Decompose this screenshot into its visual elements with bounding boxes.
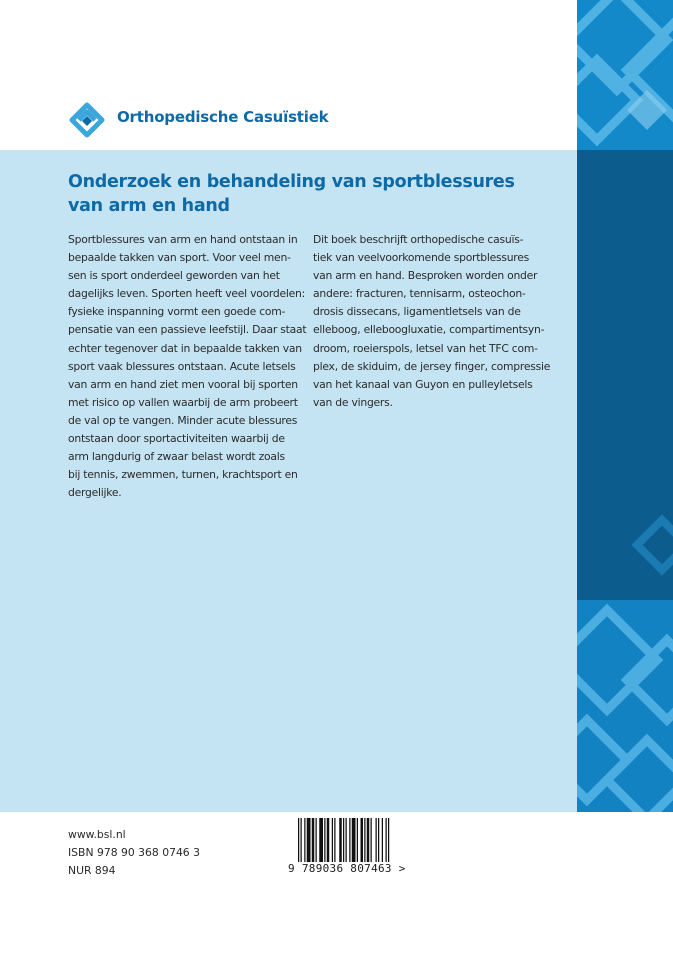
decorative-pattern-strip [577, 0, 673, 812]
barcode-bars [296, 818, 430, 862]
diamond-pattern-graphic [577, 0, 673, 812]
text-line: met risico op vallen waarbij de arm probeert [68, 395, 298, 409]
barcode-bar [386, 818, 387, 862]
diamond-knot-icon [68, 102, 106, 140]
description-column-left [68, 231, 307, 502]
text-line: sen is sport onderdeel geworden van het [68, 269, 280, 283]
barcode-bar [327, 818, 330, 862]
text-line: Dit boek beschrijft orthopedische casuïs- [313, 233, 524, 246]
nur-code: NUR 894 [68, 864, 116, 877]
barcode-bar [312, 818, 315, 862]
barcode-bar [376, 818, 377, 862]
barcode-bar [364, 818, 365, 862]
text-line: dagelijks leven. Sporten heeft veel voordelen: [68, 287, 306, 301]
text-line: bepaalde takken van sport. Voor veel men- [68, 251, 291, 265]
text-line: drosis dissecans, ligamentletsels van de [313, 305, 521, 319]
barcode-bar [378, 818, 379, 862]
text-line: tiek van veelvoorkomende sportblessures [313, 251, 530, 265]
barcode-bar [352, 818, 356, 862]
text-line: pensatie van een passieve leefstijl. Daar staat [68, 323, 307, 337]
barcode-bar [357, 818, 358, 862]
barcode-bar [346, 818, 347, 862]
isbn-number: ISBN 978 90 368 0746 3 [68, 846, 200, 859]
text-line: van het kanaal van Guyon en pulleyletsels [313, 377, 533, 391]
text-line: sport vaak blessures ontstaan. Acute letsels [68, 359, 296, 373]
barcode-bar [332, 818, 333, 862]
text-line: Sportblessures van arm en hand ontstaan in [68, 233, 298, 246]
text-line: dergelijke. [68, 486, 122, 500]
barcode-bar [298, 818, 299, 862]
barcode-bar [367, 818, 370, 862]
barcode-bar [382, 818, 383, 862]
text-line: droom, roeierspols, letsel van het TFC com- [313, 341, 538, 355]
text-line: van arm en hand ziet men vooral bij sporten [68, 377, 298, 391]
barcode-bar [343, 818, 344, 862]
barcode-bar [324, 818, 325, 862]
description-column-right [313, 231, 551, 412]
barcode-bar [304, 818, 305, 862]
barcode-bar [349, 818, 350, 862]
text-line: plex, de skiduim, de jersey finger, compressie [313, 359, 551, 373]
publisher-info [68, 826, 200, 880]
text-line: arm langdurig of zwaar belast wordt zoals [68, 450, 285, 464]
website-link[interactable]: www.bsl.nl [68, 828, 126, 841]
text-line: bij tennis, zwemmen, turnen, krachtsport en [68, 468, 298, 482]
text-line: elleboog, elleboogluxatie, compartimentsyn- [313, 323, 545, 337]
text-line: van arm en hand. Besproken worden onder [313, 269, 538, 283]
barcode-bar [371, 818, 372, 862]
series-name: Orthopedische Casuïstiek [117, 108, 329, 126]
text-line: fysieke inspanning vormt een goede com- [68, 305, 286, 319]
book-title: Onderzoek en behandeling van sportblessures van arm en hand [68, 172, 515, 216]
text-line: echter tegenover dat in bepaalde takken van [68, 341, 302, 355]
text-line: andere: fracturen, tennisarm, osteochon- [313, 287, 526, 301]
barcode-bar [319, 818, 323, 862]
barcode-bar [388, 818, 389, 862]
text-line: de val op te vangen. Minder acute blessures [68, 413, 298, 427]
barcode-bar [339, 818, 342, 862]
barcode-bar [307, 818, 311, 862]
text-line: ontstaan door sportactiviteiten waarbij de [68, 432, 285, 446]
barcode [288, 816, 438, 880]
text-line: van de vingers. [313, 395, 393, 409]
barcode-bar [301, 818, 302, 862]
barcode-digits: 9 789036 807463 > [288, 862, 406, 875]
barcode-bar [334, 818, 335, 862]
barcode-bar [316, 818, 317, 862]
barcode-bar [361, 818, 364, 862]
